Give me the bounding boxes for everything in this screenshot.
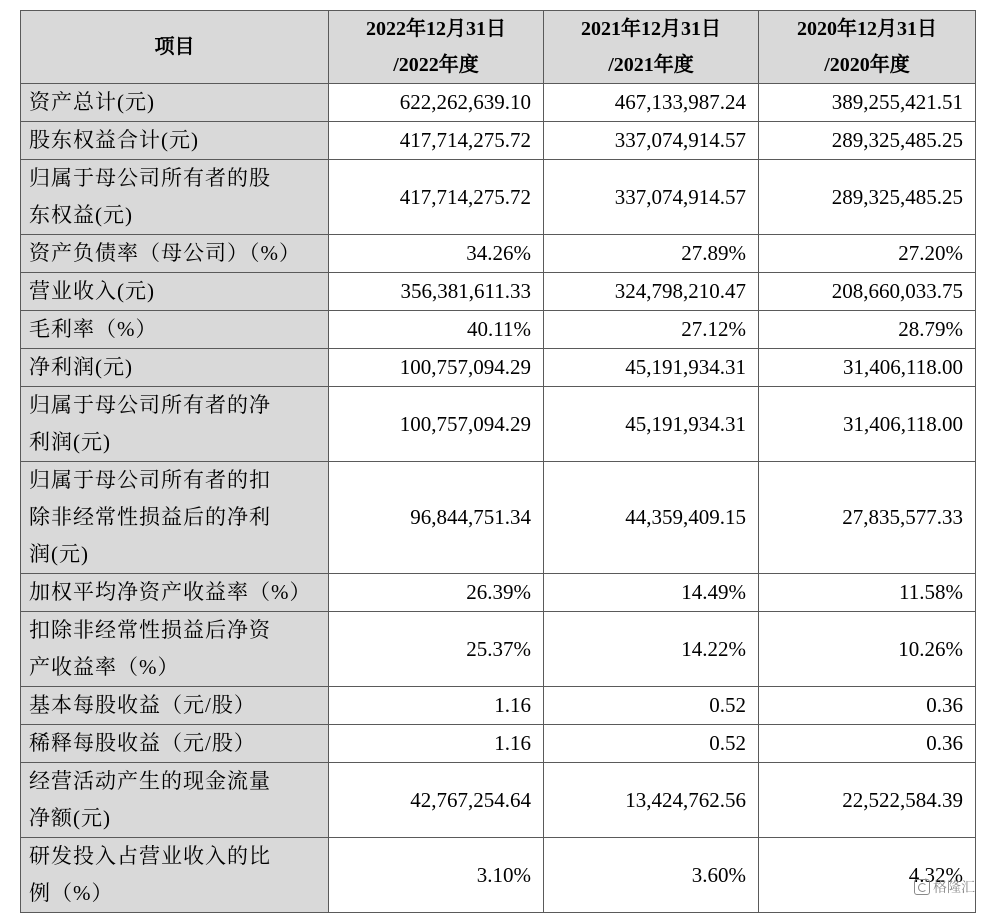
row-value: 27.12%	[544, 311, 759, 349]
row-value: 3.60%	[544, 838, 759, 913]
table-row	[21, 349, 976, 387]
row-value: 337,074,914.57	[544, 160, 759, 235]
table-row	[21, 574, 976, 612]
table-row	[21, 273, 976, 311]
row-value: 27.89%	[544, 235, 759, 273]
table-row	[21, 311, 976, 349]
row-value: 45,191,934.31	[544, 349, 759, 387]
row-value: 324,798,210.47	[544, 273, 759, 311]
row-label: 加权平均净资产收益率（%）	[21, 574, 329, 612]
row-value: 1.16	[329, 725, 544, 763]
header-2022: 2022年12月31日 /2022年度	[329, 11, 544, 84]
row-value: 0.36	[759, 725, 976, 763]
row-value: 100,757,094.29	[329, 387, 544, 462]
row-value: 25.37%	[329, 612, 544, 687]
row-value: 417,714,275.72	[329, 122, 544, 160]
row-value: 26.39%	[329, 574, 544, 612]
row-label: 资产总计(元)	[21, 84, 329, 122]
row-label: 基本每股收益（元/股）	[21, 687, 329, 725]
row-label: 研发投入占营业收入的比 例（%）	[21, 838, 329, 913]
row-value: 289,325,485.25	[759, 160, 976, 235]
row-value: 42,767,254.64	[329, 763, 544, 838]
row-value: 289,325,485.25	[759, 122, 976, 160]
table-row	[21, 612, 976, 687]
row-value: 96,844,751.34	[329, 462, 544, 574]
table-row	[21, 687, 976, 725]
row-value: 0.36	[759, 687, 976, 725]
row-label: 归属于母公司所有者的扣 除非经常性损益后的净利 润(元)	[21, 462, 329, 574]
row-label: 扣除非经常性损益后净资 产收益率（%）	[21, 612, 329, 687]
row-value: 27,835,577.33	[759, 462, 976, 574]
row-value: 28.79%	[759, 311, 976, 349]
row-value: 27.20%	[759, 235, 976, 273]
row-value: 417,714,275.72	[329, 160, 544, 235]
row-label: 毛利率（%）	[21, 311, 329, 349]
row-label: 资产负债率（母公司）（%）	[21, 235, 329, 273]
row-value: 337,074,914.57	[544, 122, 759, 160]
row-value: 622,262,639.10	[329, 84, 544, 122]
row-label: 营业收入(元)	[21, 273, 329, 311]
watermark	[914, 877, 975, 897]
table-row	[21, 725, 976, 763]
row-label: 稀释每股收益（元/股）	[21, 725, 329, 763]
row-value: 467,133,987.24	[544, 84, 759, 122]
header-item: 项目	[21, 11, 329, 84]
row-value: 208,660,033.75	[759, 273, 976, 311]
row-value: 356,381,611.33	[329, 273, 544, 311]
row-value: 100,757,094.29	[329, 349, 544, 387]
table-row	[21, 160, 976, 235]
table-row	[21, 462, 976, 574]
header-2020: 2020年12月31日 /2020年度	[759, 11, 976, 84]
row-label: 经营活动产生的现金流量 净额(元)	[21, 763, 329, 838]
row-value: 389,255,421.51	[759, 84, 976, 122]
row-label: 股东权益合计(元)	[21, 122, 329, 160]
table-row	[21, 838, 976, 913]
financial-summary-table	[20, 10, 976, 913]
row-value: 44,359,409.15	[544, 462, 759, 574]
row-label: 净利润(元)	[21, 349, 329, 387]
row-value: 4.32%	[759, 838, 976, 913]
row-value: 31,406,118.00	[759, 387, 976, 462]
row-value: 1.16	[329, 687, 544, 725]
row-value: 31,406,118.00	[759, 349, 976, 387]
row-value: 14.22%	[544, 612, 759, 687]
header-2021: 2021年12月31日 /2021年度	[544, 11, 759, 84]
row-value: 34.26%	[329, 235, 544, 273]
row-value: 40.11%	[329, 311, 544, 349]
gelonghui-logo-icon	[914, 879, 930, 895]
row-value: 45,191,934.31	[544, 387, 759, 462]
row-value: 0.52	[544, 687, 759, 725]
row-label: 归属于母公司所有者的净 利润(元)	[21, 387, 329, 462]
table-body	[21, 84, 976, 913]
row-value: 13,424,762.56	[544, 763, 759, 838]
table-row	[21, 235, 976, 273]
row-value: 3.10%	[329, 838, 544, 913]
row-value: 0.52	[544, 725, 759, 763]
row-value: 14.49%	[544, 574, 759, 612]
watermark-text: 格隆汇	[933, 880, 975, 896]
row-value: 11.58%	[759, 574, 976, 612]
row-value: 10.26%	[759, 612, 976, 687]
row-label: 归属于母公司所有者的股 东权益(元)	[21, 160, 329, 235]
table-header-row	[21, 11, 976, 84]
row-value: 22,522,584.39	[759, 763, 976, 838]
table-row	[21, 122, 976, 160]
table-row	[21, 387, 976, 462]
table-row	[21, 763, 976, 838]
table-row	[21, 84, 976, 122]
